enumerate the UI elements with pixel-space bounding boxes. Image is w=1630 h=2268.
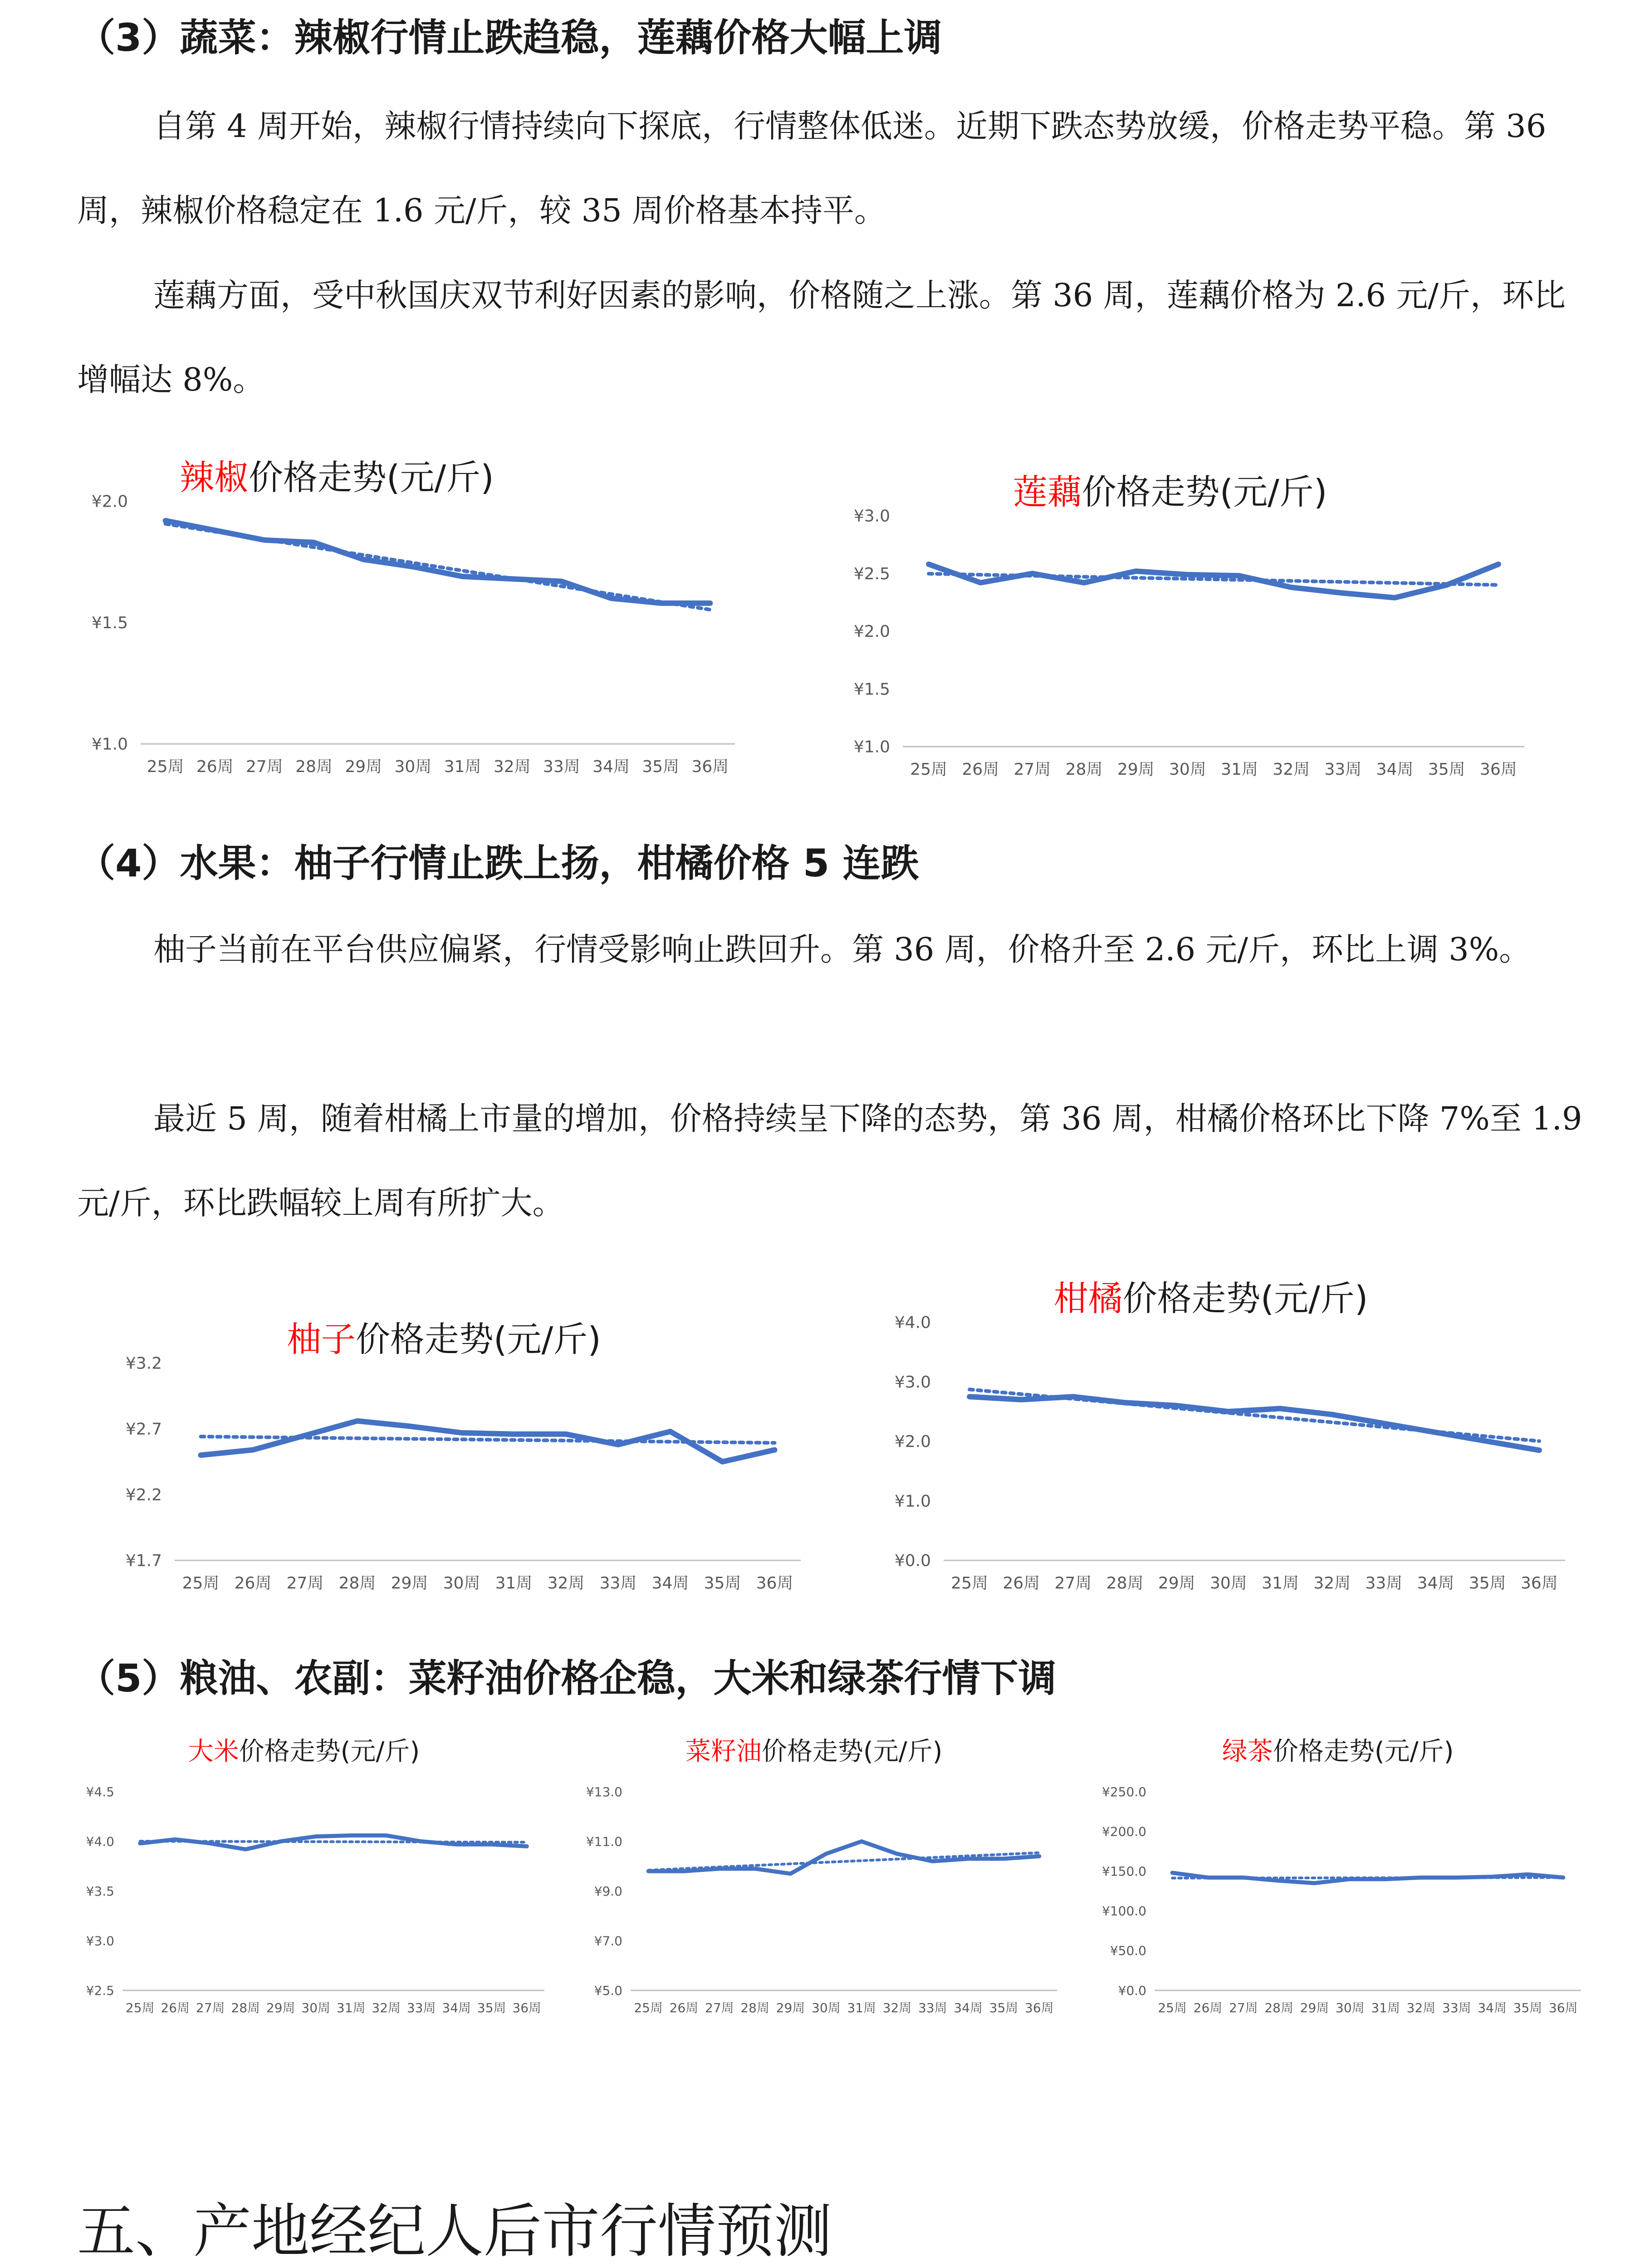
- chart-pepper: [0, 454, 808, 807]
- x-tick-label: 33周: [1365, 1574, 1403, 1593]
- x-tick-label: 36周: [756, 1574, 793, 1593]
- y-tick-label: ¥2.7: [125, 1420, 162, 1439]
- x-tick-label: 25周: [125, 2000, 155, 2015]
- x-tick-label: 34周: [651, 1574, 689, 1593]
- x-tick-label: 27周: [286, 1574, 324, 1593]
- series-line: [1172, 1873, 1563, 1883]
- y-tick-label: ¥0.0: [894, 1551, 931, 1570]
- x-tick-label: 33周: [406, 2000, 436, 2015]
- y-tick-label: ¥1.7: [125, 1551, 162, 1570]
- x-tick-label: 32周: [1313, 1574, 1351, 1593]
- x-tick-label: 29周: [1158, 1574, 1195, 1593]
- x-tick-label: 30周: [394, 758, 432, 776]
- chart-rapeseed: [551, 1737, 1082, 2037]
- x-tick-label: 36周: [1521, 1574, 1558, 1593]
- x-tick-label: 34周: [1376, 760, 1414, 779]
- x-tick-label: 31周: [1262, 1574, 1299, 1593]
- x-tick-label: 27周: [246, 758, 283, 776]
- x-tick-label: 26周: [234, 1574, 272, 1593]
- y-tick-label: ¥1.0: [894, 1492, 931, 1511]
- chart-title-highlight: 辣椒: [179, 457, 249, 498]
- x-tick-label: 26周: [669, 2000, 699, 2015]
- y-tick-label: ¥7.0: [594, 1933, 622, 1949]
- paragraph-lotus: 莲藕方面，受中秋国庆双节利好因素的影响，价格随之上涨。第 36 周，莲藕价格为 2.6 元/斤，环比增幅达 8%。: [77, 277, 1566, 398]
- chart-title-highlight: 菜籽油: [685, 1737, 762, 1766]
- chart-title: [180, 457, 494, 498]
- x-tick-label: 30周: [1210, 1574, 1247, 1593]
- x-tick-label: 25周: [910, 760, 947, 779]
- y-tick-label: ¥1.5: [91, 614, 128, 633]
- y-tick-label: ¥4.5: [86, 1784, 114, 1799]
- x-tick-label: 30周: [1169, 760, 1206, 779]
- x-tick-label: 29周: [266, 2000, 295, 2015]
- y-tick-label: ¥3.5: [86, 1883, 114, 1899]
- x-tick-label: 35周: [642, 758, 680, 776]
- x-tick-label: 26周: [962, 760, 999, 779]
- y-tick-label: ¥5.0: [594, 1983, 622, 1998]
- x-tick-label: 35周: [1428, 760, 1465, 779]
- x-tick-label: 27周: [705, 2000, 734, 2015]
- x-tick-label: 30周: [812, 2000, 841, 2015]
- y-tick-label: ¥200.0: [1102, 1824, 1146, 1839]
- y-tick-label: ¥1.0: [853, 738, 890, 757]
- x-tick-label: 31周: [495, 1574, 533, 1593]
- x-tick-label: 26周: [161, 2000, 190, 2015]
- x-tick-label: 32周: [1406, 2000, 1436, 2015]
- x-tick-label: 31周: [1371, 2000, 1400, 2015]
- x-tick-label: 36周: [1549, 2000, 1578, 2015]
- x-tick-label: 28周: [295, 758, 333, 776]
- y-tick-label: ¥3.0: [86, 1933, 114, 1949]
- x-tick-label: 25周: [182, 1574, 220, 1593]
- x-tick-label: 28周: [1065, 760, 1103, 779]
- x-tick-label: 36周: [1480, 760, 1517, 779]
- x-tick-label: 35周: [704, 1574, 741, 1593]
- y-tick-label: ¥150.0: [1102, 1864, 1146, 1879]
- y-tick-label: ¥3.2: [125, 1354, 162, 1373]
- x-tick-label: 35周: [477, 2000, 506, 2015]
- x-tick-label: 31周: [847, 2000, 876, 2015]
- paragraph-pepper: 自第 4 周开始，辣椒行情持续向下探底，行情整体低迷。近期下跌态势放缓，价格走势平稳。第 36 周，辣椒价格稳定在 1.6 元/斤，较 35 周价格基本持平。: [77, 108, 1547, 229]
- paragraph-citrus: 最近 5 周，随着柑橘上市量的增加，价格持续呈下降的态势，第 36 周，柑橘价格环比下降 7%至 1.9 元/斤，环比跌幅较上周有所扩大。: [77, 1100, 1582, 1222]
- section-heading-vegetables: （3）蔬菜：辣椒行情止跌趋稳，莲藕价格大幅上调: [77, 15, 942, 60]
- y-tick-label: ¥2.2: [125, 1486, 162, 1505]
- x-tick-label: 34周: [442, 2000, 471, 2015]
- x-tick-label: 33周: [599, 1574, 637, 1593]
- series-line: [929, 564, 1498, 598]
- y-tick-label: ¥13.0: [586, 1784, 622, 1799]
- chart-title-highlight: 绿茶: [1222, 1737, 1273, 1766]
- chart-title-rest: 价格走势(元/斤): [1122, 1278, 1368, 1319]
- x-tick-label: 26周: [196, 758, 234, 776]
- chart-title: [1222, 1737, 1454, 1766]
- y-tick-label: ¥250.0: [1102, 1784, 1146, 1799]
- x-tick-label: 27周: [1229, 2000, 1258, 2015]
- x-tick-label: 29周: [391, 1574, 428, 1593]
- chart-title-highlight: 柚子: [286, 1319, 356, 1359]
- x-tick-label: 32周: [493, 758, 531, 776]
- chart-title-highlight: 大米: [188, 1737, 239, 1766]
- x-tick-label: 34周: [1478, 2000, 1507, 2015]
- series-line: [648, 1842, 1039, 1874]
- chart-title: [1013, 472, 1327, 512]
- x-tick-label: 30周: [1336, 2000, 1365, 2015]
- x-tick-label: 34周: [954, 2000, 983, 2015]
- x-tick-label: 28周: [1106, 1574, 1144, 1593]
- chart-title-highlight: 柑橘: [1053, 1278, 1123, 1319]
- x-tick-label: 34周: [592, 758, 630, 776]
- y-tick-label: ¥2.5: [853, 564, 890, 583]
- y-tick-label: ¥3.0: [894, 1373, 931, 1392]
- x-tick-label: 31周: [336, 2000, 366, 2015]
- x-tick-label: 35周: [1468, 1574, 1506, 1593]
- x-tick-label: 31周: [1221, 760, 1258, 779]
- x-tick-label: 34周: [1417, 1574, 1454, 1593]
- x-tick-label: 25周: [951, 1574, 988, 1593]
- chart-title-rest: 价格走势(元/斤): [248, 457, 494, 498]
- x-tick-label: 27周: [1013, 760, 1051, 779]
- y-tick-label: ¥1.5: [853, 680, 890, 699]
- y-tick-label: ¥4.0: [86, 1834, 114, 1849]
- chart-title-rest: 价格走势(元/斤): [1273, 1737, 1454, 1766]
- x-tick-label: 32周: [547, 1574, 585, 1593]
- chart-title: [188, 1737, 420, 1766]
- y-tick-label: ¥100.0: [1102, 1903, 1146, 1919]
- x-tick-label: 36周: [1025, 2000, 1054, 2015]
- chart-citrus: [817, 1270, 1624, 1633]
- x-tick-label: 36周: [512, 2000, 542, 2015]
- y-tick-label: ¥2.0: [91, 492, 128, 511]
- chart-title: [287, 1319, 601, 1359]
- x-tick-label: 29周: [345, 758, 382, 776]
- y-tick-label: ¥3.0: [853, 507, 890, 526]
- x-tick-label: 28周: [231, 2000, 260, 2015]
- y-tick-label: ¥2.0: [853, 622, 890, 641]
- x-tick-label: 32周: [882, 2000, 912, 2015]
- paragraph-pomelo: 柚子当前在平台供应偏紧，行情受影响止跌回升。第 36 周，价格升至 2.6 元/斤，环比上调 3%。: [153, 931, 1531, 968]
- x-tick-label: 32周: [1273, 760, 1310, 779]
- x-tick-label: 30周: [443, 1574, 480, 1593]
- x-tick-label: 28周: [338, 1574, 376, 1593]
- x-tick-label: 30周: [301, 2000, 331, 2015]
- y-tick-label: ¥0.0: [1118, 1983, 1146, 1998]
- chart-greentea: [1084, 1737, 1620, 2037]
- chart-title-rest: 价格走势(元/斤): [239, 1737, 420, 1766]
- section-heading-forecast: 五、产地经纪人后市行情预测: [77, 2198, 832, 2265]
- x-tick-label: 29周: [776, 2000, 805, 2015]
- x-tick-label: 26周: [1193, 2000, 1223, 2015]
- section-heading-grain-oil: （5）粮油、农副：菜籽油价格企稳，大米和绿茶行情下调: [77, 1656, 1057, 1701]
- y-tick-label: ¥1.0: [91, 735, 128, 754]
- y-tick-label: ¥2.5: [86, 1983, 114, 1998]
- chart-title-rest: 价格走势(元/斤): [761, 1737, 943, 1766]
- x-tick-label: 36周: [691, 758, 729, 776]
- series-line: [166, 521, 710, 603]
- chart-lotus: [817, 454, 1624, 807]
- y-tick-label: ¥50.0: [1110, 1943, 1146, 1959]
- x-tick-label: 35周: [989, 2000, 1018, 2015]
- x-tick-label: 27周: [196, 2000, 225, 2015]
- chart-rice: [0, 1737, 549, 2037]
- y-tick-label: ¥9.0: [594, 1883, 622, 1899]
- chart-title-rest: 价格走势(元/斤): [1082, 472, 1327, 512]
- x-tick-label: 25周: [1158, 2000, 1187, 2015]
- chart-title-highlight: 莲藕: [1013, 472, 1082, 512]
- x-tick-label: 33周: [1442, 2000, 1471, 2015]
- chart-title: [685, 1737, 943, 1766]
- x-tick-label: 28周: [1264, 2000, 1293, 2015]
- chart-title: [1054, 1278, 1368, 1319]
- x-tick-label: 31周: [444, 758, 481, 776]
- x-tick-label: 25周: [147, 758, 184, 776]
- chart-title-rest: 价格走势(元/斤): [355, 1319, 601, 1359]
- x-tick-label: 27周: [1054, 1574, 1092, 1593]
- x-tick-label: 25周: [634, 2000, 663, 2015]
- x-tick-label: 32周: [372, 2000, 401, 2015]
- section-heading-fruits: （4）水果：柚子行情止跌上扬，柑橘价格 5 连跌: [77, 841, 919, 885]
- series-line: [969, 1397, 1539, 1450]
- x-tick-label: 29周: [1117, 760, 1155, 779]
- y-tick-label: ¥4.0: [894, 1313, 931, 1332]
- x-tick-label: 33周: [1324, 760, 1362, 779]
- x-tick-label: 29周: [1300, 2000, 1329, 2015]
- x-tick-label: 35周: [1513, 2000, 1542, 2015]
- y-tick-label: ¥2.0: [894, 1432, 931, 1452]
- chart-pomelo: [0, 1270, 812, 1633]
- x-tick-label: 26周: [1003, 1574, 1040, 1593]
- y-tick-label: ¥11.0: [586, 1834, 622, 1849]
- x-tick-label: 33周: [543, 758, 580, 776]
- x-tick-label: 33周: [918, 2000, 947, 2015]
- x-tick-label: 28周: [740, 2000, 769, 2015]
